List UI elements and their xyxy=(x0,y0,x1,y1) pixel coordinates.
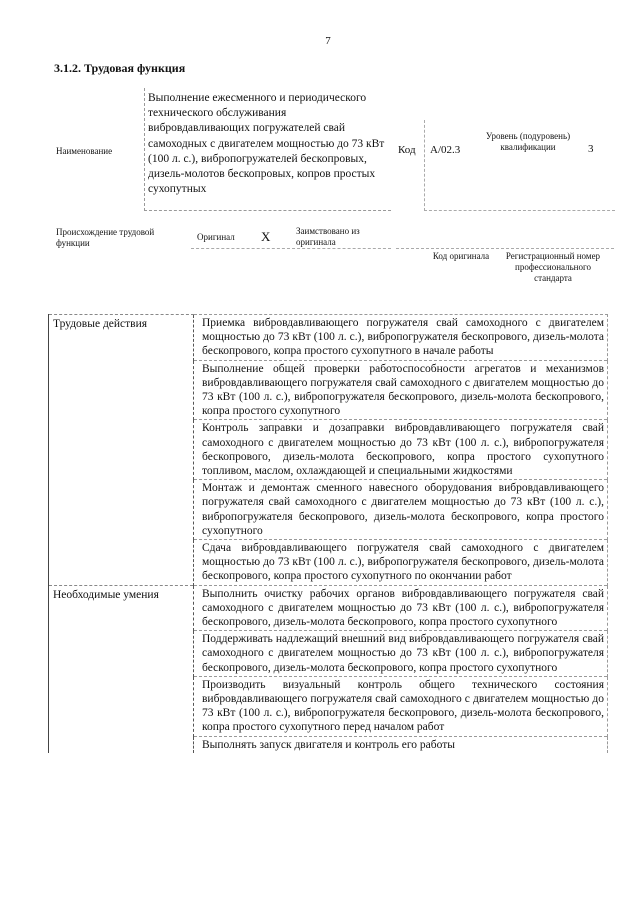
level-label: Уровень (подуровень) квалификации xyxy=(485,131,571,152)
table-row xyxy=(49,315,608,361)
table-cell: Монтаж и демонтаж сменного навесного оборудования вибровдавливающего погружателя свай самоходного с двигателем мощностью до 73 кВт (100 л. с.), вибропогружателя бескопрового, дизель-молота бескопрового, копра простого сухопутного xyxy=(194,480,608,540)
function-details-table xyxy=(48,314,608,753)
section-header-labor-actions: Трудовые действия xyxy=(49,315,194,586)
registration-number-label: Регистрационный номер профессионального стандарта xyxy=(505,251,601,283)
table-cell: Сдача вибровдавливающего погружателя свай самоходного с двигателем мощностью до 73 кВт (100 л. с.), вибропогружателя бескопрового, дизель-молота бескопрового, копра простого сухопутного по окончании работ xyxy=(194,540,608,586)
table-cell: Выполнять запуск двигателя и контроль его работы xyxy=(194,736,608,753)
table-cell: Приемка вибровдавливающего погружателя свай самоходного с двигателем мощностью до 73 кВт (100 л. с.), вибропогружателя бескопрового, дизель-молота бескопрового, копра простого сухопутного в начале работы xyxy=(194,315,608,361)
original-mark: X xyxy=(261,229,271,244)
table-cell: Производить визуальный контроль общего технического состояния вибровдавливающего погружателя свай самоходного с двигателем мощностью до 73 кВт (100 л. с.), вибропогружателя бескопрового, дизель-молота бескопрового, копра простого сухопутного перед началом работ xyxy=(194,676,608,736)
code-value: А/02.3 xyxy=(430,144,461,156)
name-label: Наименование xyxy=(56,146,113,156)
level-value: 3 xyxy=(588,143,594,155)
function-name: Выполнение ежесменного и периодического технического обслуживания вибровдавливающих погружателей свай самоходных с двигателем мощностью до 73 кВт (100 л. с.), вибропогружателей бескопровых, дизель-молотов бескопровых, копров простых сухопутных xyxy=(148,92,385,196)
table-cell: Выполнение общей проверки работоспособности агрегатов и механизмов вибровдавливающего погружателя свай самоходного с двигателем мощностью до 73 кВт (100 л. с.), вибропогружателя бескопрового, дизель-молота бескопрового, копра простого сухопутного xyxy=(194,360,608,420)
table-cell: Выполнить очистку рабочих органов вибровдавливающего погружателя свай самоходного с двигателем мощностью до 73 кВт (100 л. с.), вибропогружателя бескопрового, дизель-молота бескопрового, копра простого сухопутного xyxy=(194,585,608,631)
origin-label: Происхождение трудовой функции xyxy=(56,227,155,248)
borrowed-label: Заимствовано из оригинала xyxy=(296,226,360,247)
original-label: Оригинал xyxy=(197,232,235,242)
table-row xyxy=(49,585,608,631)
page-number: 7 xyxy=(325,35,331,47)
code-label: Код xyxy=(398,144,416,156)
registration-box xyxy=(396,222,614,249)
original-code-label: Код оригинала xyxy=(432,251,490,261)
section-header-required-skills: Необходимые умения xyxy=(49,585,194,753)
table-cell: Поддерживать надлежащий внешний вид вибровдавливающего погружателя свай самоходного с двигателем мощностью до 73 кВт (100 л. с.), вибропогружателя бескопрового, дизель-молота бескопрового, копра простого сухопутного xyxy=(194,631,608,677)
section-title: 3.1.2. Трудовая функция xyxy=(54,61,186,75)
table-cell: Контроль заправки и дозаправки вибровдавливающего погружателя свай самоходного с двигателем мощностью до 73 кВт (100 л. с.), вибропогружателя бескопрового, дизель-молота бескопрового, копра простого сухопутного топливом, маслом, охлаждающей и специальными жидкостями xyxy=(194,420,608,480)
